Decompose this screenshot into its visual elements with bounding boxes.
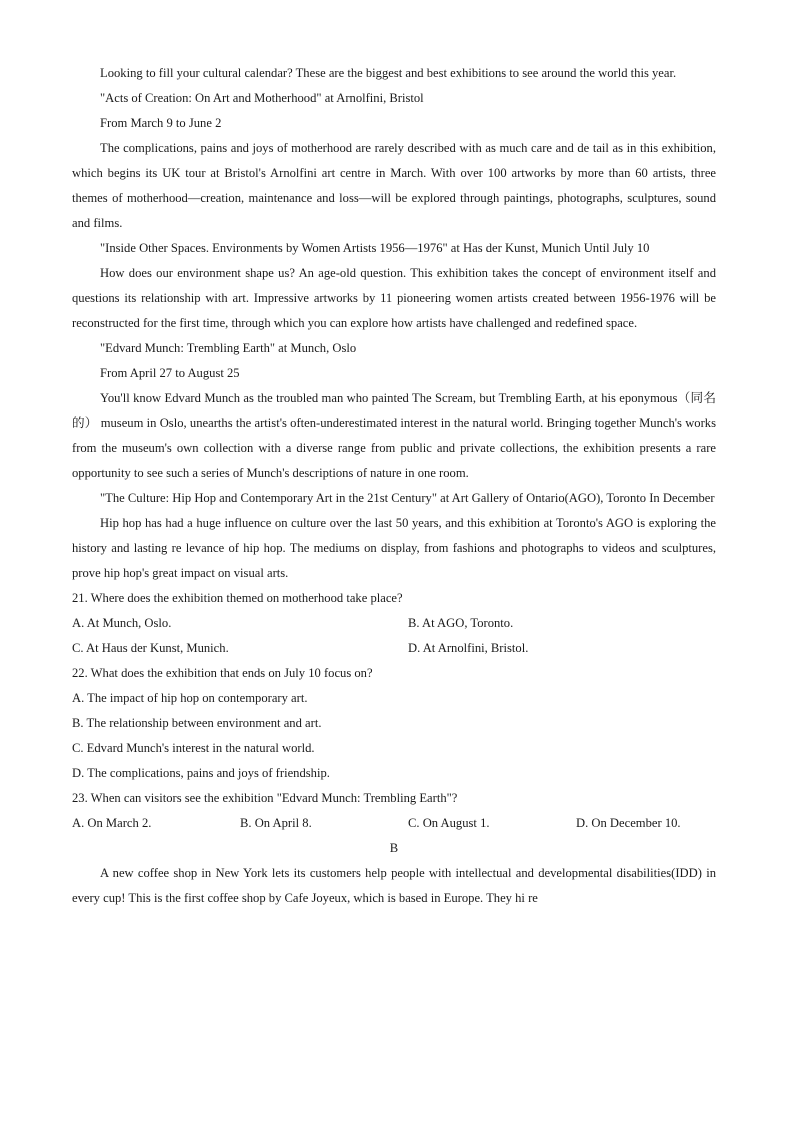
option-d: D. At Arnolfini, Bristol. <box>408 641 529 655</box>
options-row <box>72 611 716 636</box>
option-b: B. The relationship between environment and art. <box>72 716 322 730</box>
passage-b-paragraph: A new coffee shop in New York lets its customers help people with intellectual and developmental disabilities(IDD) in every cup! This is the first coffee shop by Cafe Joyeux, which is based in Europe. They hi re <box>72 866 716 905</box>
question-stem: 23. When can visitors see the exhibition "Edvard Munch: Trembling Earth"? <box>72 791 458 805</box>
exhibition-body: The complications, pains and joys of motherhood are rarely described with as much care and de tail as in this exhibition, which begins its UK tour at Bristol's Arnolfini art centre in March. With over 100 artworks by more than 60 artists, three themes of motherhood—creation, maintenance and loss—will be explored through paintings, photographs, sculptures, sound and films. <box>72 141 716 230</box>
option-b: B. On April 8. <box>240 816 312 830</box>
options-row <box>72 636 716 661</box>
option-d: D. The complications, pains and joys of friendship. <box>72 766 330 780</box>
exhibition-dates: From April 27 to August 25 <box>100 366 240 380</box>
exhibition-body: How does our environment shape us? An age-old question. This exhibition takes the concept of environment itself and questions its relationship with art. Impressive artworks by 11 pioneering women artists created between 1956-1976 will be reconstructed for the first time, through which you can explore how artists have challenged and redefined space. <box>72 266 716 330</box>
option-c: C. At Haus der Kunst, Munich. <box>72 641 229 655</box>
exhibition-title: "Acts of Creation: On Art and Motherhood" at Arnolfini, Bristol <box>100 91 424 105</box>
exhibition-dates: From March 9 to June 2 <box>100 116 222 130</box>
option-b: B. At AGO, Toronto. <box>408 616 514 630</box>
exhibition-body: Hip hop has had a huge influence on culture over the last 50 years, and this exhibition at Toronto's AGO is exploring the history and lasting re levance of hip hop. The mediums on display, from fashions and photographs to videos and sculptures, prove hip hop's great impact on visual arts. <box>72 516 716 580</box>
exhibition-title: "The Culture: Hip Hop and Contemporary Art in the 21st Century" at Art Gallery of Ontario(AGO), Toronto In December <box>100 491 715 505</box>
option-a: A. At Munch, Oslo. <box>72 616 172 630</box>
intro-paragraph: Looking to fill your cultural calendar? These are the biggest and best exhibitions to see around the world this year. <box>100 66 677 80</box>
section-heading: B <box>389 841 399 855</box>
option-d: D. On December 10. <box>576 816 681 830</box>
options-row <box>72 811 716 836</box>
exhibition-title: "Inside Other Spaces. Environments by Women Artists 1956—1976" at Has der Kunst, Munich Until July 10 <box>100 241 650 255</box>
option-a: A. The impact of hip hop on contemporary art. <box>72 691 308 705</box>
option-a: A. On March 2. <box>72 816 152 830</box>
document-page <box>72 61 716 911</box>
question-stem: 21. Where does the exhibition themed on motherhood take place? <box>72 591 403 605</box>
option-c: C. On August 1. <box>408 816 490 830</box>
exhibition-title: "Edvard Munch: Trembling Earth" at Munch, Oslo <box>100 341 357 355</box>
option-c: C. Edvard Munch's interest in the natural world. <box>72 741 315 755</box>
question-stem: 22. What does the exhibition that ends on July 10 focus on? <box>72 666 373 680</box>
exhibition-body: You'll know Edvard Munch as the troubled man who painted The Scream, but Trembling Earth, at his eponymous（同名的） museum in Oslo, unearths the artist's often-underestimated interest in the natural world. Bringing together Munch's works from the museum's own collection with a diverse range from public and private collections, the exhibition presents a rare opportunity to see such a series of Munch's descriptions of nature in one room. <box>72 391 716 480</box>
